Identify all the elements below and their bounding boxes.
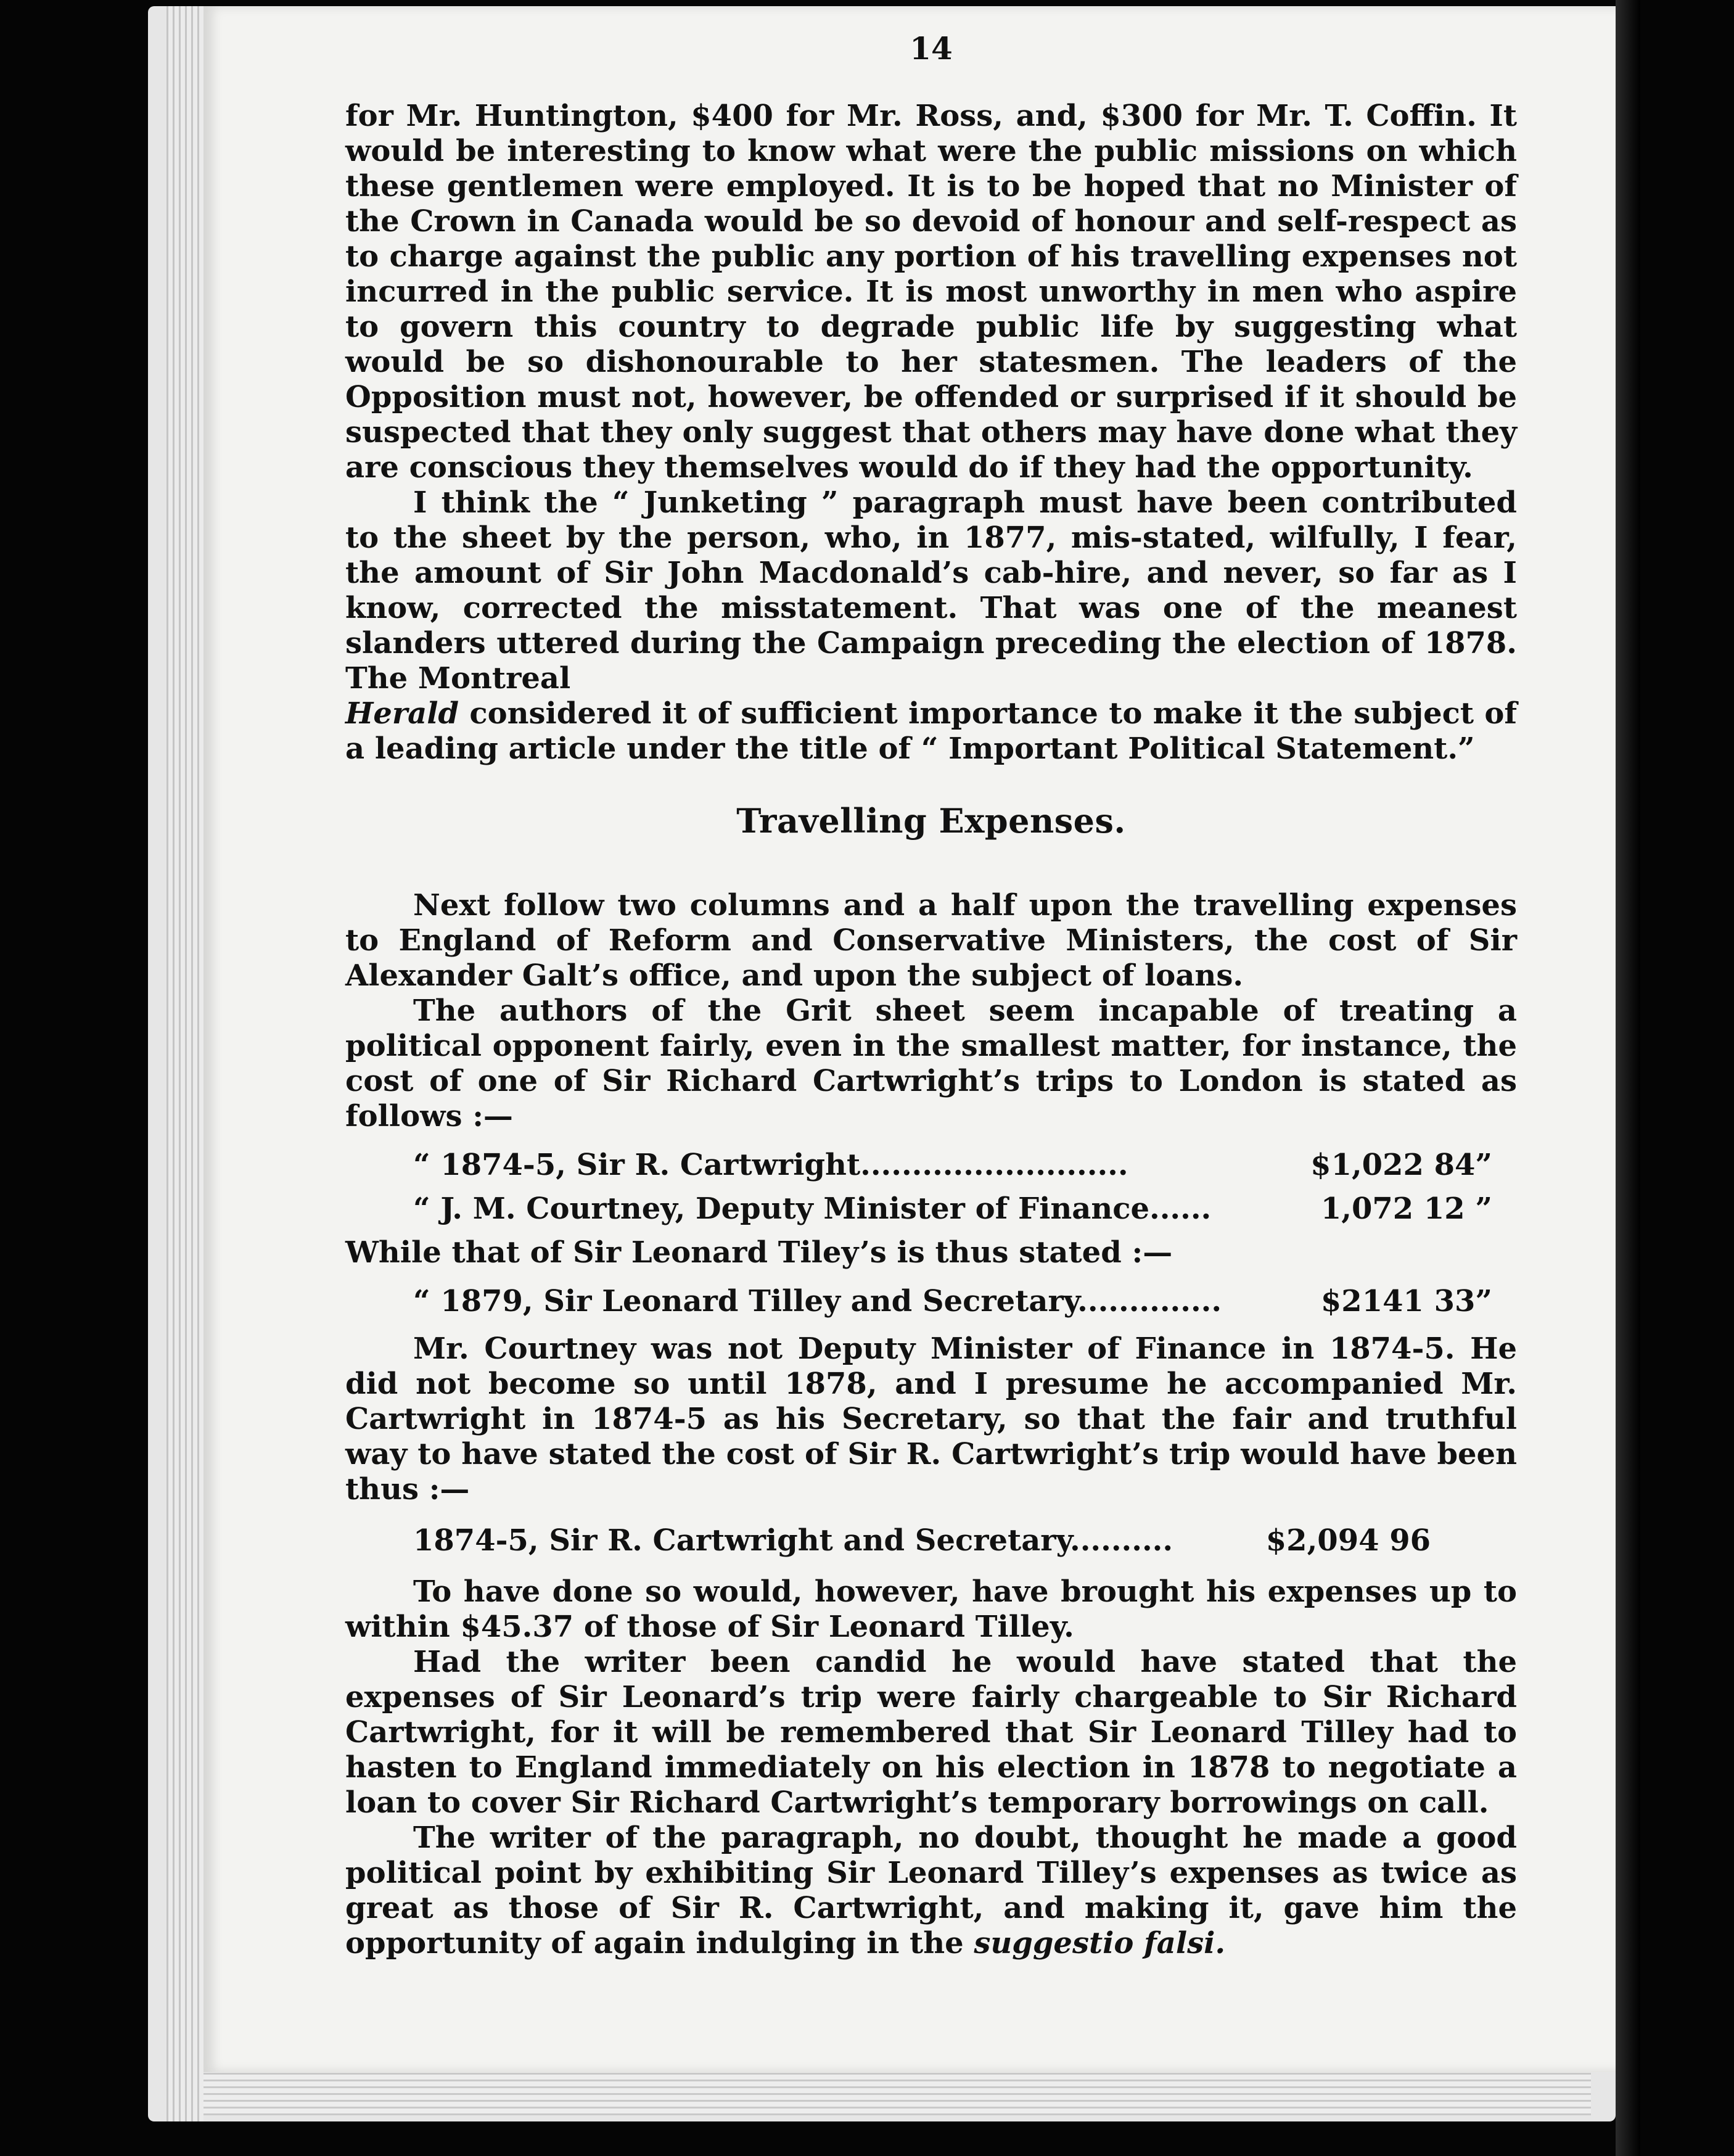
ledger-amount: $2141 33” — [1320, 1284, 1492, 1319]
paragraph: The authors of the Grit sheet seem incapable of treating a political opponent fairly, even in the smallest matter, for instance, the cost of one of Sir Richard Cartwright’s trips to London is stated as follows :— — [345, 994, 1517, 1134]
paragraph-final — [345, 1821, 1517, 1961]
paragraph-herald-rest: considered it of sufficient importance to make it the subject of a leading article under the title of “ Important Political Statement.” — [345, 696, 1517, 766]
ledger-amount: $2,094 96 — [1265, 1523, 1431, 1558]
ledger-description: “ 1874-5, Sir R. Cartwright.......................... — [413, 1148, 1128, 1182]
ledger-amount: 1,072 12 ” — [1320, 1191, 1492, 1226]
page-number: 14 — [910, 30, 953, 67]
section-heading: Travelling Expenses. — [736, 801, 1126, 841]
ledger-amount: $1,022 84” — [1310, 1148, 1492, 1182]
binding-shadow — [1616, 0, 1640, 2156]
paragraph-herald — [345, 696, 1517, 767]
italic-herald: Herald — [345, 696, 459, 731]
paragraph: To have done so would, however, have brought his expenses up to within $45.37 of those of Sir Leonard Tilley. — [345, 1574, 1517, 1644]
ledger-description: 1874-5, Sir R. Cartwright and Secretary.......... — [413, 1523, 1173, 1558]
ledger-description: “ 1879, Sir Leonard Tilley and Secretary.............. — [413, 1284, 1222, 1319]
italic-suggestio-falsi: suggestio falsi. — [974, 1926, 1226, 1961]
ledger-row — [345, 1191, 1517, 1227]
paragraph: Mr. Courtney was not Deputy Minister of Finance in 1874-5. He did not become so until 1878, and I presume he accompanied Mr. Cartwright in 1874-5 as his Secretary, so that the fair and truthful way to have stated the cost of Sir R. Cartwright’s trip would have been thus :— — [345, 1331, 1517, 1507]
ledger-row — [345, 1523, 1517, 1558]
paragraph-final-text: The writer of the paragraph, no doubt, thought he made a good political point by exhibiting Sir Leonard Tilley’s expenses as twice as great as those of Sir R. Cartwright, and making it, gave him the opportunity of again indulging in the — [345, 1821, 1517, 1961]
paragraph: I think the “ Junketing ” paragraph must have been contributed to the sheet by the person, who, in 1877, mis-stated, wilfully, I fear, the amount of Sir John Macdonald’s cab-hire, and never, so far as I know, corrected the misstatement. That was one of the meanest slanders uttered during the Campaign preceding the election of 1878. The Montreal — [345, 485, 1517, 696]
ledger-row — [345, 1284, 1517, 1319]
page-text — [345, 31, 1517, 1961]
paragraph: for Mr. Huntington, $400 for Mr. Ross, and, $300 for Mr. T. Coffin. It would be interesting to know what were the public missions on which these gentlemen were employed. It is to be hoped that no Minister of the Crown in Canada would be so devoid of honour and self-respect as to charge against the public any portion of his travelling expenses not incurred in the public service. It is most unworthy in men who aspire to govern this country to degrade public life by suggesting what would be so dishonourable to her statesmen. The leaders of the Opposition must not, however, be offended or surprised if it should be suspected that they only suggest that others may have done what they are conscious they themselves would do if they had the opportunity. — [345, 99, 1517, 485]
paragraph: Had the writer been candid he would have stated that the expenses of Sir Leonard’s trip were fairly chargeable to Sir Richard Cartwright, for it will be remembered that Sir Leonard Tilley had to hasten to England immediately on his election in 1878 to negotiate a loan to cover Sir Richard Cartwright’s temporary borrowings on call. — [345, 1645, 1517, 1820]
ledger-description: “ J. M. Courtney, Deputy Minister of Finance...... — [413, 1191, 1212, 1226]
paragraph: Next follow two columns and a half upon the travelling expenses to England of Reform and Conservative Ministers, the cost of Sir Alexander Galt’s office, and upon the subject of loans. — [345, 888, 1517, 993]
paragraph: While that of Sir Leonard Tiley’s is thus stated :— — [345, 1235, 1173, 1270]
ledger-row — [345, 1148, 1517, 1183]
